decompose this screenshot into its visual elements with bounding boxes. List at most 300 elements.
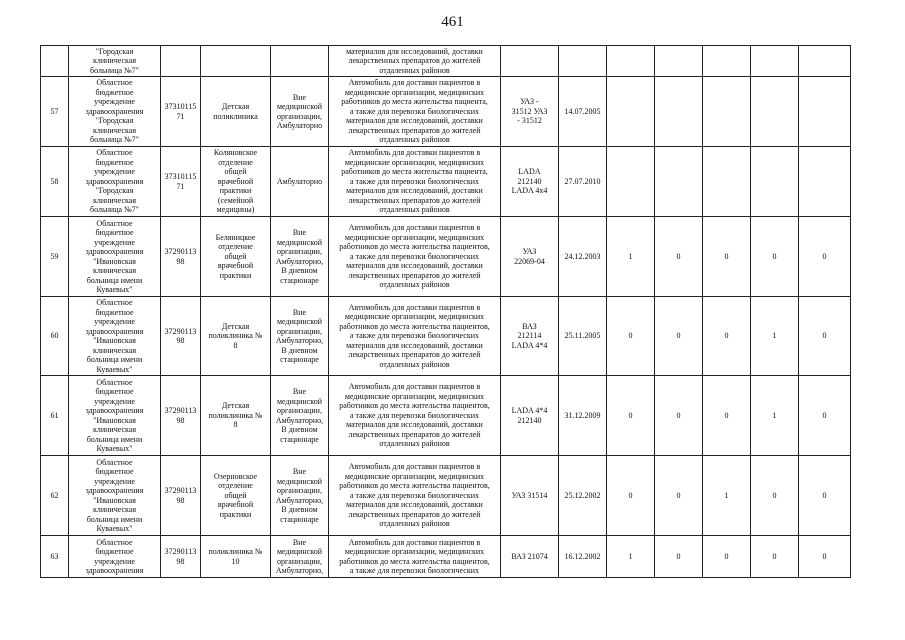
count-cell-5: 0 xyxy=(799,297,851,376)
cell-line: "Ивановская xyxy=(93,336,136,345)
cell-line: учреждение xyxy=(94,317,135,326)
purpose-cell xyxy=(329,217,501,297)
cell-line: клиническая xyxy=(92,425,137,434)
unit-cell xyxy=(201,297,271,376)
cell-line: медицинские организации, медицинских xyxy=(344,391,485,401)
cell-line: медицинские организации, медицинских xyxy=(344,157,485,167)
cell-line: бюджетное xyxy=(95,307,134,317)
cell-line: отделение xyxy=(218,157,253,167)
cell-line: "Ивановская xyxy=(93,256,136,266)
care-conditions-cell xyxy=(271,456,329,536)
cell-line: Амбулаторно, xyxy=(275,256,324,266)
cell-line: практики xyxy=(219,186,252,196)
code-cell xyxy=(161,297,201,376)
cell-line: Автомобиль для доставки пациентов в xyxy=(348,382,481,392)
cell-line: медицинские организации, медицинских xyxy=(344,312,485,322)
cell-line: лекарственных препаратов до жителей xyxy=(348,125,481,135)
cell-line: отдаленных районов xyxy=(379,205,450,215)
count-cell-5: 0 xyxy=(799,536,851,578)
cell-line: 98 xyxy=(176,336,185,345)
count-cell-3: 0 xyxy=(703,376,751,456)
cell-line: больница №7" xyxy=(90,65,139,75)
cell-line: работников до места жительства пациентов, xyxy=(339,321,490,331)
cell-line: практики xyxy=(219,509,252,519)
cell-line: Автомобиль для доставки пациентов в xyxy=(348,223,481,233)
cell-line: клиническая xyxy=(92,195,137,205)
cell-line: здравоохранения xyxy=(85,406,144,415)
cell-line: В дневном xyxy=(281,425,318,434)
organization-cell xyxy=(69,297,161,376)
cell-line: больница №7" xyxy=(90,205,139,215)
count-cell-3: 1 xyxy=(703,456,751,536)
purpose-cell xyxy=(329,297,501,376)
cell-line: медицинской xyxy=(276,237,322,247)
cell-line: организации, xyxy=(277,556,322,566)
cell-line: общей xyxy=(224,490,247,500)
cell-line: практики xyxy=(219,270,252,280)
purpose-cell xyxy=(329,536,501,578)
cell-line: Детская xyxy=(221,102,250,111)
purpose-cell xyxy=(329,376,501,456)
cell-line: (семейной xyxy=(217,195,254,205)
vehicle-model-cell xyxy=(501,147,559,217)
cell-line: В дневном xyxy=(281,505,318,514)
cell-line: - 31512 xyxy=(517,116,542,126)
vehicle-model-cell xyxy=(501,376,559,456)
cell-line: врачебной xyxy=(217,500,254,510)
cell-line: 98 xyxy=(176,256,185,266)
code-cell xyxy=(161,77,201,147)
cell-line: материалов для исследований, доставки xyxy=(346,261,483,271)
cell-line: Вне xyxy=(292,228,307,237)
cell-line: здравоохранения xyxy=(85,486,144,495)
count-cell-2: 0 xyxy=(655,297,703,376)
cell-line: Вне xyxy=(292,467,307,476)
cell-line: материалов для исследований, доставки xyxy=(346,340,483,350)
cell-line: Областное xyxy=(96,377,133,387)
count-cell-1: 1 xyxy=(607,536,655,578)
cell-line: Областное xyxy=(96,537,133,547)
cell-line: лекарственных препаратов до жителей xyxy=(348,195,481,205)
count-cell-5 xyxy=(799,46,851,77)
cell-line: врачебной xyxy=(217,176,254,186)
cell-line: стационаре xyxy=(280,434,319,444)
care-conditions-cell xyxy=(271,536,329,578)
cell-line: клиническая xyxy=(92,266,137,275)
cell-line: работников до места жительства пациентов, xyxy=(339,242,490,252)
cell-line: материалов для исследований, доставки xyxy=(346,116,483,126)
cell-line: больница имени xyxy=(86,434,143,444)
count-cell-1: 1 xyxy=(607,217,655,297)
code-cell xyxy=(161,536,201,578)
cell-line: Областное xyxy=(96,218,133,228)
unit-cell xyxy=(201,536,271,578)
cell-line: учреждение xyxy=(94,476,135,486)
cell-line: Амбулаторно xyxy=(276,121,323,130)
cell-line: поликлиника xyxy=(213,111,258,121)
table-row xyxy=(41,46,851,77)
cell-line: 22069-04 xyxy=(514,256,545,266)
cell-line: материалов для исследований, доставки xyxy=(346,500,483,510)
code-cell xyxy=(161,147,201,217)
cell-line: клиническая xyxy=(92,505,137,514)
cell-line: организации, xyxy=(277,111,322,121)
count-cell-5 xyxy=(799,77,851,147)
cell-line: здравоохранения xyxy=(85,106,144,116)
cell-line: 37290113 xyxy=(164,247,197,256)
vehicle-model-cell xyxy=(501,217,559,297)
cell-line: LADA 4x4 xyxy=(511,186,548,196)
purpose-cell xyxy=(329,46,501,77)
count-cell-3 xyxy=(703,46,751,77)
cell-line: общей xyxy=(224,251,247,261)
cell-line: здравоохранения xyxy=(85,176,144,186)
cell-line: стационаре xyxy=(280,275,319,285)
care-conditions-cell xyxy=(271,376,329,456)
purpose-cell xyxy=(329,456,501,536)
cell-line: Куваевых" xyxy=(96,285,133,294)
count-cell-4: 0 xyxy=(751,217,799,297)
cell-line: "Городская xyxy=(95,186,134,196)
cell-line: отдаленных районов xyxy=(379,280,450,290)
cell-line: медицины) xyxy=(216,205,255,215)
unit-cell xyxy=(201,217,271,297)
date-cell: 27.07.2010 xyxy=(559,147,607,217)
cell-line: "Ивановская xyxy=(93,495,136,505)
organization-cell xyxy=(69,217,161,297)
count-cell-2 xyxy=(655,147,703,217)
cell-line: УАЗ 31514 xyxy=(511,490,548,500)
row-number: 58 xyxy=(41,147,69,217)
vehicle-table xyxy=(40,45,851,578)
cell-line: LADA 4*4 xyxy=(511,340,548,350)
cell-line: а также для перевозки биологических xyxy=(349,106,480,116)
unit-cell xyxy=(201,456,271,536)
cell-line: лекарственных препаратов до жителей xyxy=(348,509,481,519)
count-cell-3: 0 xyxy=(703,297,751,376)
code-cell xyxy=(161,46,201,77)
vehicle-model-cell xyxy=(501,536,559,578)
purpose-cell xyxy=(329,147,501,217)
care-conditions-cell xyxy=(271,147,329,217)
cell-line: отделение xyxy=(218,481,253,491)
cell-line: Вне xyxy=(292,387,307,396)
cell-line: организации, xyxy=(277,486,322,495)
row-number: 61 xyxy=(41,376,69,456)
cell-line: Областное xyxy=(96,78,133,88)
count-cell-3 xyxy=(703,77,751,147)
unit-cell xyxy=(201,77,271,147)
cell-line: 71 xyxy=(176,181,185,191)
cell-line: 37290113 xyxy=(164,547,197,556)
count-cell-3: 0 xyxy=(703,217,751,297)
purpose-cell xyxy=(329,77,501,147)
cell-line: работников до места жительства пациентов, xyxy=(339,556,490,566)
code-cell xyxy=(161,376,201,456)
organization-cell xyxy=(69,147,161,217)
table-row xyxy=(41,536,851,578)
cell-line: учреждение xyxy=(94,556,135,566)
cell-line: клиническая xyxy=(92,125,137,135)
organization-cell xyxy=(69,456,161,536)
cell-line: Куваевых" xyxy=(96,444,133,453)
table-row xyxy=(41,376,851,456)
cell-line: 212114 xyxy=(517,331,542,341)
unit-cell xyxy=(201,46,271,77)
cell-line: Детская xyxy=(221,401,250,411)
date-cell: 31.12.2009 xyxy=(559,376,607,456)
vehicle-model-cell xyxy=(501,297,559,376)
cell-line: Областное xyxy=(96,298,133,307)
cell-line: поликлиника № xyxy=(208,410,263,420)
count-cell-5: 0 xyxy=(799,456,851,536)
cell-line: Куваевых" xyxy=(96,364,133,374)
cell-line: медицинские организации, медицинских xyxy=(344,87,485,97)
count-cell-4: 1 xyxy=(751,376,799,456)
count-cell-4: 0 xyxy=(751,456,799,536)
cell-line: медицинские организации, медицинских xyxy=(344,547,485,556)
cell-line: Детская xyxy=(221,321,250,331)
cell-line: Амбулаторно xyxy=(276,176,323,186)
vehicle-model-cell xyxy=(501,46,559,77)
unit-cell xyxy=(201,147,271,217)
count-cell-5 xyxy=(799,147,851,217)
cell-line: 37310115 xyxy=(164,172,197,181)
cell-line: медицинской xyxy=(276,317,322,326)
cell-line: а также для перевозки биологических xyxy=(349,331,480,341)
row-number xyxy=(41,46,69,77)
cell-line: 31512 УАЗ xyxy=(511,106,548,116)
cell-line: Вне xyxy=(292,307,307,317)
count-cell-1 xyxy=(607,46,655,77)
cell-line: отделение xyxy=(218,242,253,252)
cell-line: Автомобиль для доставки пациентов в xyxy=(348,302,481,312)
count-cell-1 xyxy=(607,77,655,147)
organization-cell xyxy=(69,376,161,456)
count-cell-1: 0 xyxy=(607,297,655,376)
cell-line: медицинской xyxy=(276,396,322,406)
cell-line: организации, xyxy=(277,247,322,256)
code-cell xyxy=(161,456,201,536)
date-cell: 24.12.2003 xyxy=(559,217,607,297)
table-row xyxy=(41,147,851,217)
organization-cell xyxy=(69,536,161,578)
cell-line: организации, xyxy=(277,406,322,415)
cell-line: Автомобиль для доставки пациентов в xyxy=(348,148,481,158)
date-cell xyxy=(559,46,607,77)
cell-line: лекарственных препаратов до жителей xyxy=(348,350,481,360)
cell-line: отдаленных районов xyxy=(379,65,450,75)
cell-line: работников до места жительства пациента, xyxy=(341,97,488,107)
cell-line: бюджетное xyxy=(95,87,134,97)
cell-line: "Городская xyxy=(95,116,134,126)
cell-line: клиническая xyxy=(92,56,137,66)
cell-line: работников до места жительства пациентов, xyxy=(339,401,490,411)
row-number: 63 xyxy=(41,536,69,578)
cell-line: Амбулаторно, xyxy=(275,415,324,425)
row-number: 59 xyxy=(41,217,69,297)
cell-line: больница имени xyxy=(86,275,143,285)
cell-line: "Городская xyxy=(95,46,134,56)
unit-cell xyxy=(201,376,271,456)
cell-line: медицинской xyxy=(276,547,322,556)
cell-line: Вне xyxy=(292,92,307,102)
cell-line: лекарственных препаратов до жителей xyxy=(348,56,481,66)
cell-line: учреждение xyxy=(94,237,135,247)
count-cell-5: 0 xyxy=(799,217,851,297)
cell-line: организации, xyxy=(277,326,322,336)
table-row xyxy=(41,297,851,376)
cell-line: Областное xyxy=(96,457,133,467)
vehicle-model-cell xyxy=(501,456,559,536)
cell-line: 98 xyxy=(176,415,185,425)
cell-line: бюджетное xyxy=(95,467,134,476)
cell-line: 8 xyxy=(233,340,238,350)
count-cell-4 xyxy=(751,147,799,217)
table-row xyxy=(41,217,851,297)
cell-line: стационаре xyxy=(280,355,319,364)
cell-line: Автомобиль для доставки пациентов в xyxy=(348,462,481,472)
cell-line: LADA 4*4 xyxy=(511,406,548,415)
cell-line: LADA xyxy=(518,167,541,177)
cell-line: Областное xyxy=(96,148,133,158)
cell-line: медицинские организации, медицинских xyxy=(344,232,485,242)
count-cell-2 xyxy=(655,77,703,147)
cell-line: а также для перевозки биологических xyxy=(349,251,480,261)
cell-line: работников до места жительства пациентов, xyxy=(339,481,490,491)
date-cell: 14.07.2005 xyxy=(559,77,607,147)
cell-line: Вне xyxy=(292,537,307,547)
cell-line: 71 xyxy=(176,111,185,121)
cell-line: учреждение xyxy=(94,167,135,177)
cell-line: Автомобиль для доставки пациентов в xyxy=(348,78,481,88)
cell-line: Амбулаторно, xyxy=(275,566,324,575)
cell-line: УАЗ - xyxy=(520,97,539,107)
cell-line: материалов для исследований, доставки xyxy=(346,420,483,430)
cell-line: Беляницкое xyxy=(215,232,256,242)
cell-line: 98 xyxy=(176,556,185,566)
cell-line: 8 xyxy=(233,420,238,430)
care-conditions-cell xyxy=(271,77,329,147)
cell-line: больница №7" xyxy=(90,135,139,145)
count-cell-2: 0 xyxy=(655,376,703,456)
cell-line: учреждение xyxy=(94,97,135,107)
count-cell-1: 0 xyxy=(607,376,655,456)
cell-line: а также для перевозки биологических xyxy=(349,566,480,575)
page-number: 461 xyxy=(441,14,464,30)
cell-line: Коляновское xyxy=(213,148,258,158)
cell-line: больница имени xyxy=(86,514,143,524)
cell-line: работников до места жительства пациента, xyxy=(341,167,488,177)
cell-line: здравоохранения xyxy=(85,566,144,575)
vehicle-model-cell xyxy=(501,77,559,147)
cell-line: медицинской xyxy=(276,102,322,111)
cell-line: лекарственных препаратов до жителей xyxy=(348,429,481,439)
cell-line: медицинской xyxy=(276,476,322,486)
care-conditions-cell xyxy=(271,297,329,376)
cell-line: отдаленных районов xyxy=(379,439,450,449)
cell-line: больница имени xyxy=(86,355,143,364)
cell-line: 212140 xyxy=(517,176,542,186)
cell-line: 212140 xyxy=(517,415,542,425)
count-cell-4 xyxy=(751,46,799,77)
cell-line: поликлиника № xyxy=(208,547,263,556)
cell-line: здравоохранения xyxy=(85,247,144,256)
count-cell-4 xyxy=(751,77,799,147)
cell-line: бюджетное xyxy=(95,228,134,237)
row-number: 57 xyxy=(41,77,69,147)
table-row xyxy=(41,77,851,147)
row-number: 62 xyxy=(41,456,69,536)
cell-line: 10 xyxy=(231,556,240,566)
care-conditions-cell xyxy=(271,217,329,297)
cell-line: 37290113 xyxy=(164,326,197,336)
count-cell-1 xyxy=(607,147,655,217)
count-cell-4: 0 xyxy=(751,536,799,578)
table-row xyxy=(41,456,851,536)
organization-cell xyxy=(69,77,161,147)
cell-line: отдаленных районов xyxy=(379,135,450,145)
count-cell-4: 1 xyxy=(751,297,799,376)
cell-line: "Ивановская xyxy=(93,415,136,425)
cell-line: Амбулаторно, xyxy=(275,495,324,505)
date-cell: 25.12.2002 xyxy=(559,456,607,536)
cell-line: здравоохранения xyxy=(85,326,144,336)
cell-line: отдаленных районов xyxy=(379,359,450,369)
cell-line: 37290113 xyxy=(164,486,197,495)
cell-line: 98 xyxy=(176,495,185,505)
cell-line: бюджетное xyxy=(95,157,134,167)
care-conditions-cell xyxy=(271,46,329,77)
organization-cell xyxy=(69,46,161,77)
cell-line: лекарственных препаратов до жителей xyxy=(348,270,481,280)
count-cell-5: 0 xyxy=(799,376,851,456)
code-cell xyxy=(161,217,201,297)
count-cell-1: 0 xyxy=(607,456,655,536)
cell-line: В дневном xyxy=(281,266,318,275)
cell-line: Автомобиль для доставки пациентов в xyxy=(348,537,481,547)
cell-line: а также для перевозки биологических xyxy=(349,176,480,186)
cell-line: материалов для исследований, доставки xyxy=(346,46,483,56)
cell-line: ВАЗ xyxy=(522,321,537,331)
count-cell-2: 0 xyxy=(655,217,703,297)
cell-line: медицинские организации, медицинских xyxy=(344,471,485,481)
row-number: 60 xyxy=(41,297,69,376)
cell-line: материалов для исследований, доставки xyxy=(346,186,483,196)
count-cell-3 xyxy=(703,147,751,217)
cell-line: общей xyxy=(224,167,247,177)
cell-line: Озерновское xyxy=(213,471,258,481)
cell-line: УАЗ xyxy=(522,247,537,256)
cell-line: 37310115 xyxy=(164,102,197,111)
cell-line: поликлиника № xyxy=(208,331,263,341)
cell-line: бюджетное xyxy=(95,547,134,556)
cell-line: В дневном xyxy=(281,345,318,355)
cell-line: врачебной xyxy=(217,261,254,271)
cell-line: стационаре xyxy=(280,514,319,524)
count-cell-2: 0 xyxy=(655,536,703,578)
date-cell: 25.11.2005 xyxy=(559,297,607,376)
cell-line: клиническая xyxy=(92,345,137,355)
count-cell-2: 0 xyxy=(655,456,703,536)
cell-line: учреждение xyxy=(94,396,135,406)
cell-line: Амбулаторно, xyxy=(275,336,324,345)
cell-line: а также для перевозки биологических xyxy=(349,490,480,500)
count-cell-2 xyxy=(655,46,703,77)
count-cell-3: 0 xyxy=(703,536,751,578)
cell-line: 37290113 xyxy=(164,406,197,415)
cell-line: отдаленных районов xyxy=(379,519,450,529)
